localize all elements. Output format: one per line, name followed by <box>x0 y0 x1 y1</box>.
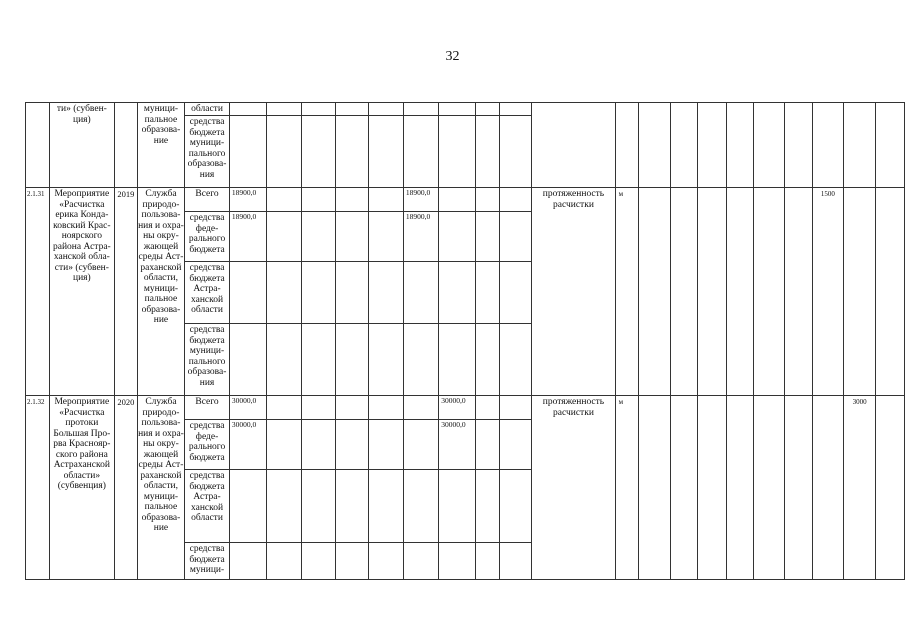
measure-name-cell: ти» (субвен- ция) <box>49 103 114 188</box>
year-federal-value-cell: 18900,0 <box>403 212 438 262</box>
table-row-2-1-32-total <box>26 396 905 420</box>
measure-name-cell: Мероприятие «Расчистка протоки Большая Про- рва Краснояр- ского района Астраханской области» (субвенция) <box>49 396 114 580</box>
code-cell <box>26 103 50 188</box>
table-row-continued-top <box>26 103 905 116</box>
target-value-cell: 1500 <box>812 188 844 396</box>
source-total-cell: Всего <box>185 396 230 420</box>
executor-cell: Служба природо- пользова- ния и охра- ны окру- жающей среды Аст- раханской области, муници- пальное образова- ние <box>137 396 185 580</box>
executor-cell: муници- пальное образова- ние <box>137 103 185 188</box>
source-regional-cell: области <box>185 103 230 116</box>
source-total-cell: Всего <box>185 188 230 212</box>
measure-name-cell: Мероприятие «Расчистка ерика Конда- ковский Крас- ноярского района Астра- ханской обла- сти» (субвен- ция) <box>49 188 114 396</box>
source-federal-cell: средства феде- рального бюджета <box>185 420 230 470</box>
year-federal-value-cell: 30000,0 <box>439 420 475 470</box>
budget-table <box>25 102 905 580</box>
page-number: 32 <box>445 49 460 64</box>
federal-value-cell: 18900,0 <box>229 212 266 262</box>
total-value-cell: 18900,0 <box>229 188 266 212</box>
year-total-value-cell: 30000,0 <box>439 396 475 420</box>
source-municipal-cell: средства бюджета муници- <box>185 543 230 580</box>
target-value-cell: 3000 <box>844 396 876 580</box>
source-federal-cell: средства феде- рального бюджета <box>185 212 230 262</box>
indicator-cell: протяженность расчистки <box>532 188 615 396</box>
source-municipal-cell: средства бюджета муници- пального образова- ния <box>185 324 230 396</box>
source-regional-cell: средства бюджета Астра- ханской области <box>185 470 230 543</box>
indicator-cell: протяженность расчистки <box>532 396 615 580</box>
year-total-value-cell: 18900,0 <box>403 188 438 212</box>
year-cell: 2019 <box>115 188 138 396</box>
code-cell: 2.1.32 <box>26 396 50 580</box>
indicator-cell <box>532 103 615 188</box>
unit-cell: м <box>615 188 638 396</box>
source-municipal-cell: средства бюджета муници- пального образова- ния <box>185 116 230 188</box>
source-regional-cell: средства бюджета Астра- ханской области <box>185 262 230 324</box>
total-value-cell: 30000,0 <box>229 396 266 420</box>
federal-value-cell: 30000,0 <box>229 420 266 470</box>
table-row-2-1-31-total <box>26 188 905 212</box>
year-cell <box>115 103 138 188</box>
unit-cell: м <box>615 396 638 580</box>
year-cell: 2020 <box>115 396 138 580</box>
code-cell: 2.1.31 <box>26 188 50 396</box>
executor-cell: Служба природо- пользова- ния и охра- ны окру- жающей среды Аст- раханской области, муници- пальное образова- ние <box>137 188 185 396</box>
